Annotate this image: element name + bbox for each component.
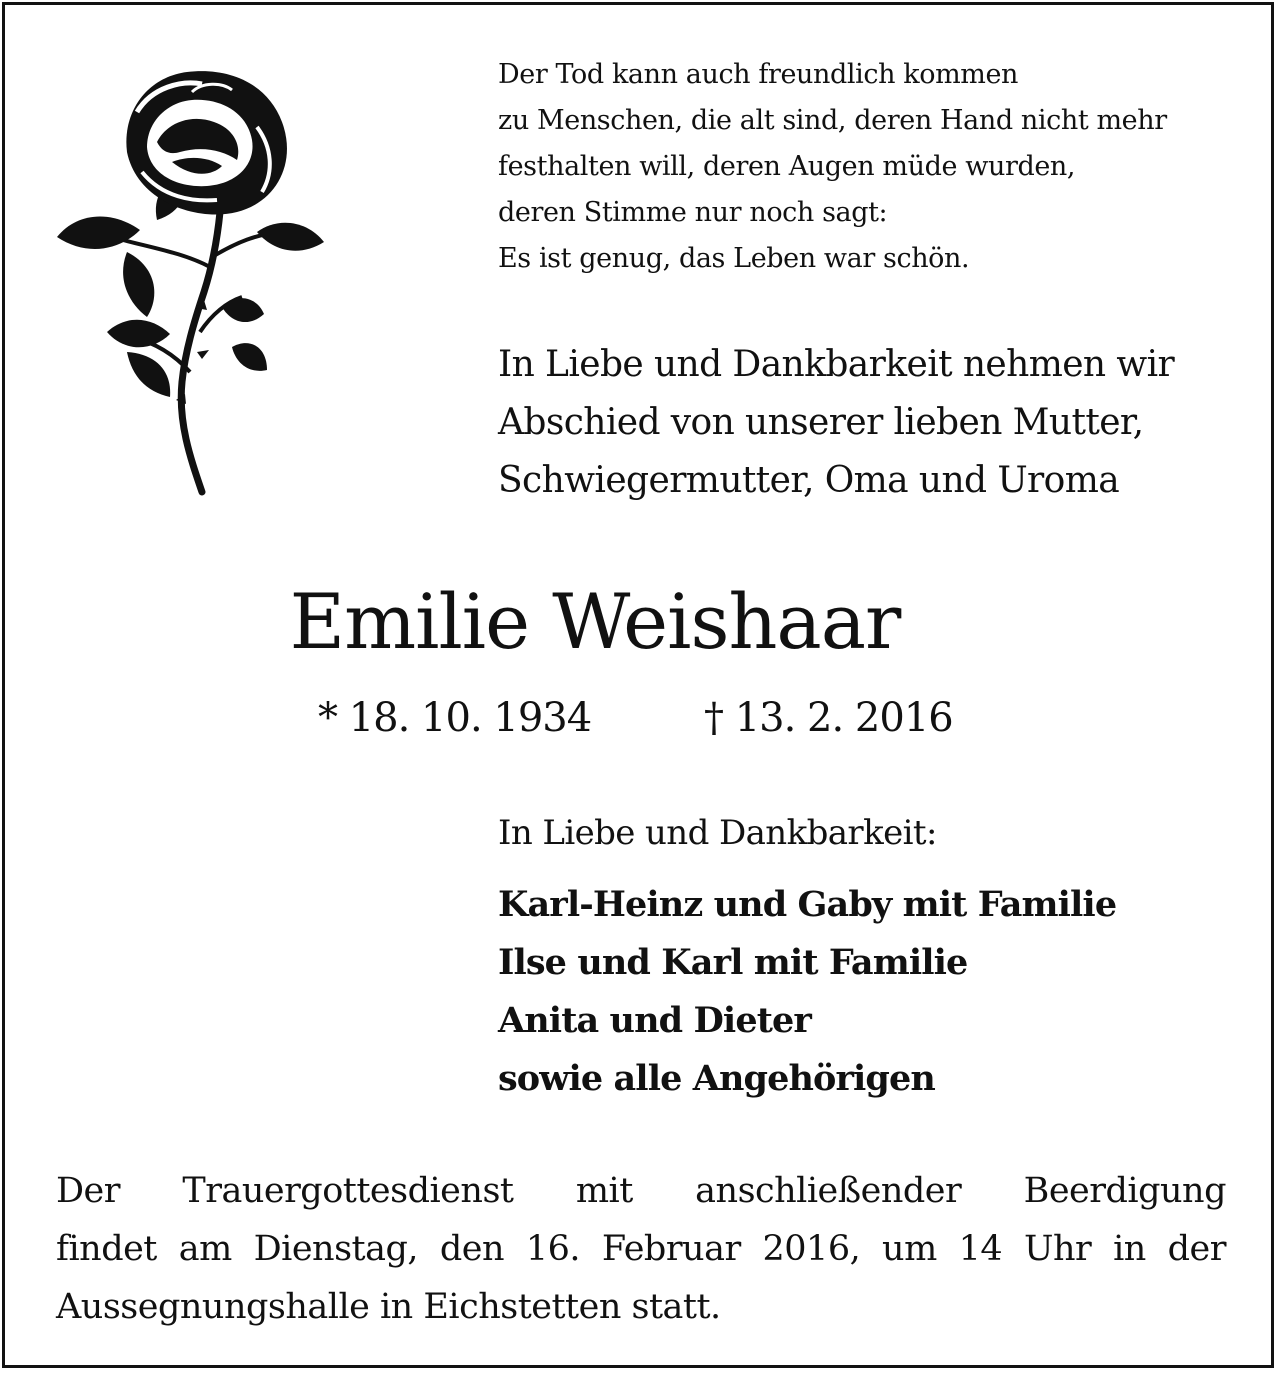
rose-icon bbox=[52, 52, 332, 512]
mourner-line: sowie alle Angehörigen bbox=[498, 1058, 935, 1099]
poem-line: Der Tod kann auch freundlich kommen bbox=[498, 59, 1019, 90]
mourner-line: Ilse und Karl mit Familie bbox=[498, 942, 968, 983]
poem-line: zu Menschen, die alt sind, deren Hand nicht mehr bbox=[498, 105, 1167, 136]
death-date: † 13. 2. 2016 bbox=[704, 695, 953, 741]
mourner-line: Karl-Heinz und Gaby mit Familie bbox=[498, 884, 1117, 925]
poem-line: deren Stimme nur noch sagt: bbox=[498, 197, 888, 228]
intro-line: In Liebe und Dankbarkeit nehmen wir bbox=[498, 344, 1175, 385]
service-line: findet am Dienstag, den 16. Februar 2016, um 14 Uhr in der bbox=[56, 1229, 1226, 1269]
birth-date: * 18. 10. 1934 bbox=[318, 695, 592, 741]
poem-line: Es ist genug, das Leben war schön. bbox=[498, 243, 970, 274]
service-line: Aussegnungshalle in Eichstetten statt. bbox=[56, 1287, 721, 1327]
poem-line: festhalten will, deren Augen müde wurden, bbox=[498, 151, 1076, 182]
mourner-line: Anita und Dieter bbox=[498, 1000, 811, 1041]
service-line: Der Trauergottesdienst mit anschließender Beerdigung bbox=[56, 1171, 1226, 1211]
deceased-name: Emilie Weishaar bbox=[289, 577, 901, 666]
intro-line: Abschied von unserer lieben Mutter, bbox=[498, 402, 1144, 443]
thanks-label: In Liebe und Dankbarkeit: bbox=[498, 813, 937, 853]
service-announcement bbox=[56, 1162, 1226, 1336]
mourners-list bbox=[498, 876, 1116, 1108]
intro-block bbox=[498, 336, 1248, 510]
intro-line: Schwiegermutter, Oma und Uroma bbox=[498, 460, 1120, 501]
deceased-name-row bbox=[0, 572, 1280, 672]
poem-block bbox=[498, 52, 1238, 282]
